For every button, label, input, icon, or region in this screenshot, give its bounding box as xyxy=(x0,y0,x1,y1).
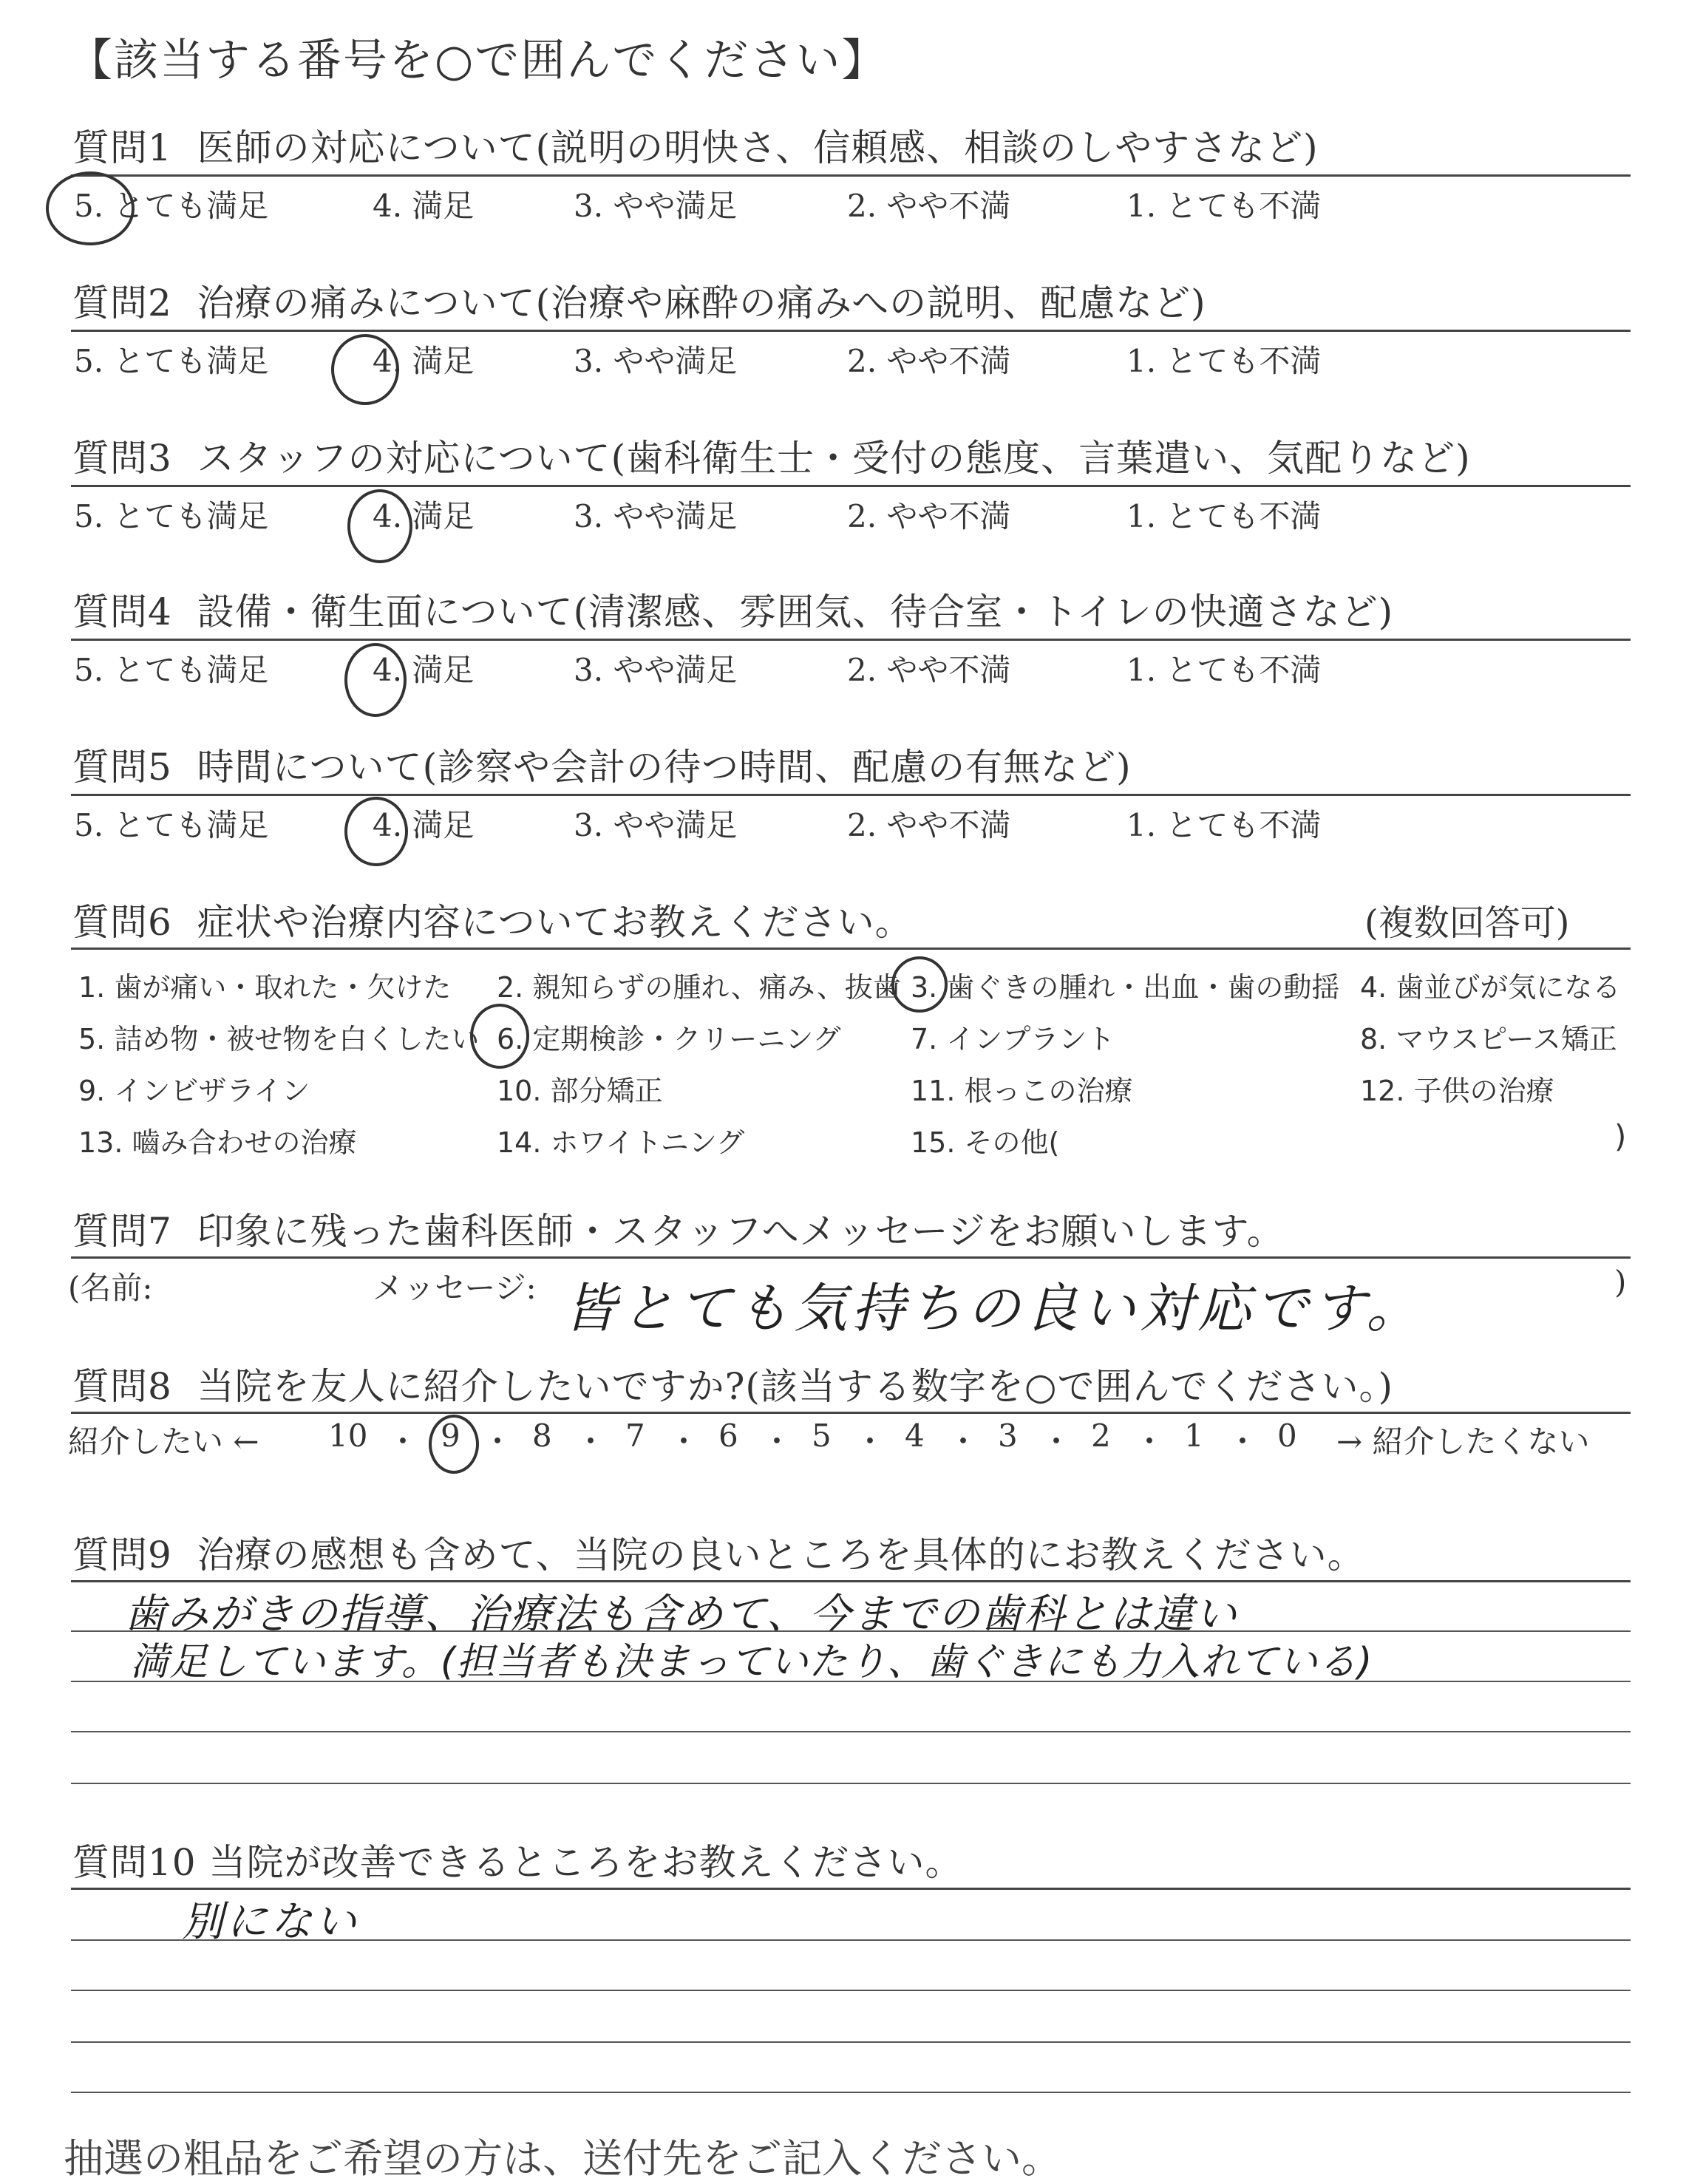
question-1-rule xyxy=(71,174,1631,177)
q6-option-6[interactable]: 6. 定期検診・クリーニング xyxy=(497,1023,841,1055)
q2-option-5[interactable]: 5. とても満足 xyxy=(74,343,269,379)
question-3-options xyxy=(74,492,1404,534)
q8-right-label: → 紹介したくない xyxy=(1336,1423,1590,1460)
question-4-options xyxy=(74,646,1404,687)
q7-message-handwritten[interactable]: 皆とても気持ちの良い対応です。 xyxy=(563,1277,1424,1339)
q1-option-3[interactable]: 3. やや満足 xyxy=(574,188,738,224)
q6-option-7[interactable]: 7. インプラント xyxy=(911,1023,1115,1055)
question-2-text: 治療の痛みについて(治療や麻酔の痛みへの説明、配慮など) xyxy=(197,282,1206,324)
question-5-text: 時間について(診察や会計の待つ時間、配慮の有無など) xyxy=(197,746,1132,789)
question-10-label: 質問10 xyxy=(72,1841,197,1884)
q6-option-9[interactable]: 9. インビザライン xyxy=(78,1075,310,1107)
q8-separator: ・ xyxy=(1227,1423,1259,1460)
q6-option-11[interactable]: 11. 根っこの治療 xyxy=(911,1075,1133,1107)
question-6-rule xyxy=(71,948,1631,950)
q8-value-0[interactable]: 0 xyxy=(1277,1418,1297,1454)
q3-option-3[interactable]: 3. やや満足 xyxy=(574,498,738,534)
q4-option-2[interactable]: 2. やや不満 xyxy=(847,652,1011,688)
question-5-label: 質問5 xyxy=(72,746,172,789)
q8-separator: ・ xyxy=(761,1423,793,1460)
question-4-text: 設備・衛生面について(清潔感、雰囲気、待合室・トイレの快適さなど) xyxy=(197,591,1394,633)
q7-message-label: メッセージ: xyxy=(373,1270,537,1306)
q6-option-13[interactable]: 13. 嚙み合わせの治療 xyxy=(78,1126,357,1159)
question-9-label: 質問9 xyxy=(72,1534,172,1576)
question-6-label: 質問6 xyxy=(72,901,172,944)
q8-value-5[interactable]: 5 xyxy=(812,1418,832,1454)
question-8-label: 質問8 xyxy=(72,1365,172,1408)
form-title: 【該当する番号を○で囲んでください】 xyxy=(68,35,888,86)
question-6-text: 症状や治療内容についてお教えください。 xyxy=(197,901,913,944)
q6-option-5[interactable]: 5. 詰め物・被せ物を白くしたい xyxy=(78,1023,480,1055)
question-5-rule xyxy=(71,794,1631,796)
question-4-rule xyxy=(71,639,1631,641)
q3-option-2[interactable]: 2. やや不満 xyxy=(847,498,1011,534)
q8-value-10[interactable]: 10 xyxy=(328,1418,368,1454)
question-3-rule xyxy=(71,485,1631,487)
question-8-text: 当院を友人に紹介したいですか?(該当する数字を○で囲んでください。) xyxy=(197,1365,1394,1408)
q6-option-12[interactable]: 12. 子供の治療 xyxy=(1360,1075,1554,1107)
q8-value-4[interactable]: 4 xyxy=(905,1418,925,1454)
question-1-label: 質問1 xyxy=(72,126,172,169)
q10-writing-line xyxy=(71,1939,1631,1941)
q4-option-5[interactable]: 5. とても満足 xyxy=(74,652,269,688)
q1-option-1[interactable]: 1. とても不満 xyxy=(1126,188,1322,224)
q6-option-4[interactable]: 4. 歯並びが気になる xyxy=(1360,971,1621,1004)
question-3-label: 質問3 xyxy=(72,437,172,480)
q10-writing-line xyxy=(71,1990,1631,1991)
q6-option-3[interactable]: 3. 歯ぐきの腫れ・出血・歯の動揺 xyxy=(911,971,1340,1004)
q2-option-1[interactable]: 1. とても不満 xyxy=(1126,343,1322,379)
q4-option-1[interactable]: 1. とても不満 xyxy=(1126,652,1322,688)
q4-option-4[interactable]: 4. 満足 xyxy=(373,652,475,688)
question-8 xyxy=(72,1357,1393,1410)
q1-option-2[interactable]: 2. やや不満 xyxy=(847,188,1011,224)
question-10 xyxy=(72,1833,963,1886)
q6-other-close-paren: ) xyxy=(1614,1118,1627,1154)
q8-value-8[interactable]: 8 xyxy=(532,1418,552,1454)
q2-option-2[interactable]: 2. やや不満 xyxy=(847,343,1011,379)
q8-separator: ・ xyxy=(854,1423,886,1460)
question-3-text: スタッフの対応について(歯科衛生士・受付の態度、言葉遣い、気配りなど) xyxy=(197,437,1471,480)
q10-answer-handwritten[interactable]: 別にない xyxy=(182,1898,359,1946)
q8-separator: ・ xyxy=(948,1423,979,1460)
question-2-label: 質問2 xyxy=(72,282,172,324)
q8-separator: ・ xyxy=(575,1423,607,1460)
q8-separator: ・ xyxy=(482,1423,514,1460)
question-6-options xyxy=(72,957,1639,1171)
q9-writing-line xyxy=(71,1731,1631,1732)
q8-scale xyxy=(68,1418,1642,1462)
q10-writing-line xyxy=(71,2041,1631,2043)
q1-option-4[interactable]: 4. 満足 xyxy=(373,188,475,224)
question-7-label: 質問7 xyxy=(72,1210,172,1253)
footer-instruction: 抽選の粗品をご希望の方は、送付先をご記入ください。 xyxy=(64,2135,1061,2182)
q7-close-paren: ) xyxy=(1614,1264,1627,1300)
q2-option-4[interactable]: 4. 満足 xyxy=(373,343,475,379)
question-9-text: 治療の感想も含めて、当院の良いところを具体的にお教えください。 xyxy=(197,1534,1365,1576)
q5-option-1[interactable]: 1. とても不満 xyxy=(1126,807,1322,843)
q6-option-14[interactable]: 14. ホワイトニング xyxy=(497,1126,745,1159)
q8-value-7[interactable]: 7 xyxy=(625,1418,645,1454)
q8-value-3[interactable]: 3 xyxy=(998,1418,1018,1454)
q6-option-8[interactable]: 8. マウスピース矯正 xyxy=(1360,1023,1617,1055)
q8-separator: ・ xyxy=(1041,1423,1073,1460)
question-10-text: 当院が改善できるところをお教えください。 xyxy=(208,1841,963,1884)
q9-writing-line xyxy=(71,1783,1631,1784)
q9-writing-line xyxy=(71,1681,1631,1682)
q8-separator: ・ xyxy=(387,1423,419,1460)
question-1-text: 医師の対応について(説明の明快さ、信頼感、相談のしやすさなど) xyxy=(197,126,1319,169)
q3-option-1[interactable]: 1. とても不満 xyxy=(1126,498,1322,534)
question-3 xyxy=(72,429,1471,482)
q8-value-9[interactable]: 9 xyxy=(441,1418,460,1454)
question-1-options xyxy=(74,182,1404,223)
question-4-label: 質問4 xyxy=(72,591,172,633)
q6-option-1[interactable]: 1. 歯が痛い・取れた・欠けた xyxy=(78,971,452,1004)
question-7 xyxy=(72,1202,1285,1255)
question-2 xyxy=(72,273,1206,327)
question-5 xyxy=(72,738,1132,791)
q6-option-2[interactable]: 2. 親知らずの腫れ、痛み、抜歯 xyxy=(497,971,901,1004)
q10-writing-line xyxy=(71,2092,1631,2093)
q1-option-5[interactable]: 5. とても満足 xyxy=(74,188,269,224)
q3-option-4[interactable]: 4. 満足 xyxy=(373,498,475,534)
question-2-options xyxy=(74,337,1404,378)
q4-option-3[interactable]: 3. やや満足 xyxy=(574,652,738,688)
q6-option-10[interactable]: 10. 部分矯正 xyxy=(497,1075,663,1107)
q8-separator: ・ xyxy=(668,1423,700,1460)
q5-option-5[interactable]: 5. とても満足 xyxy=(74,807,269,843)
question-2-rule xyxy=(71,330,1631,332)
q8-value-1[interactable]: 1 xyxy=(1184,1418,1204,1454)
q8-value-2[interactable]: 2 xyxy=(1091,1418,1111,1454)
question-9 xyxy=(72,1525,1365,1579)
q6-option-15[interactable]: 15. その他( xyxy=(911,1126,1060,1159)
question-7-text: 印象に残った歯科医師・スタッフへメッセージをお願いします。 xyxy=(197,1210,1285,1253)
q8-left-label: 紹介したい ← xyxy=(68,1423,259,1460)
question-1 xyxy=(72,118,1319,171)
question-6 xyxy=(72,893,913,946)
q9-answer-line-1[interactable]: 歯みがきの指導、治療法も含めて、今までの歯科とは違い xyxy=(124,1591,1238,1639)
q8-separator: ・ xyxy=(1134,1423,1166,1460)
question-6-note: (複数回答可) xyxy=(1364,902,1570,944)
q2-option-3[interactable]: 3. やや満足 xyxy=(574,343,738,379)
question-7-rule xyxy=(71,1256,1631,1259)
q7-name-label: (名前: xyxy=(68,1270,153,1306)
q3-option-5[interactable]: 5. とても満足 xyxy=(74,498,269,534)
q9-answer-line-2[interactable]: 満足しています。(担当者も決まっていたり、歯ぐきにも力入れている) xyxy=(130,1640,1373,1684)
question-5-options xyxy=(74,801,1404,843)
q8-value-6[interactable]: 6 xyxy=(718,1418,738,1454)
q5-option-3[interactable]: 3. やや満足 xyxy=(574,807,738,843)
q5-option-2[interactable]: 2. やや不満 xyxy=(847,807,1011,843)
q5-option-4[interactable]: 4. 満足 xyxy=(373,807,475,843)
question-8-rule xyxy=(71,1412,1631,1414)
question-4 xyxy=(72,582,1393,636)
